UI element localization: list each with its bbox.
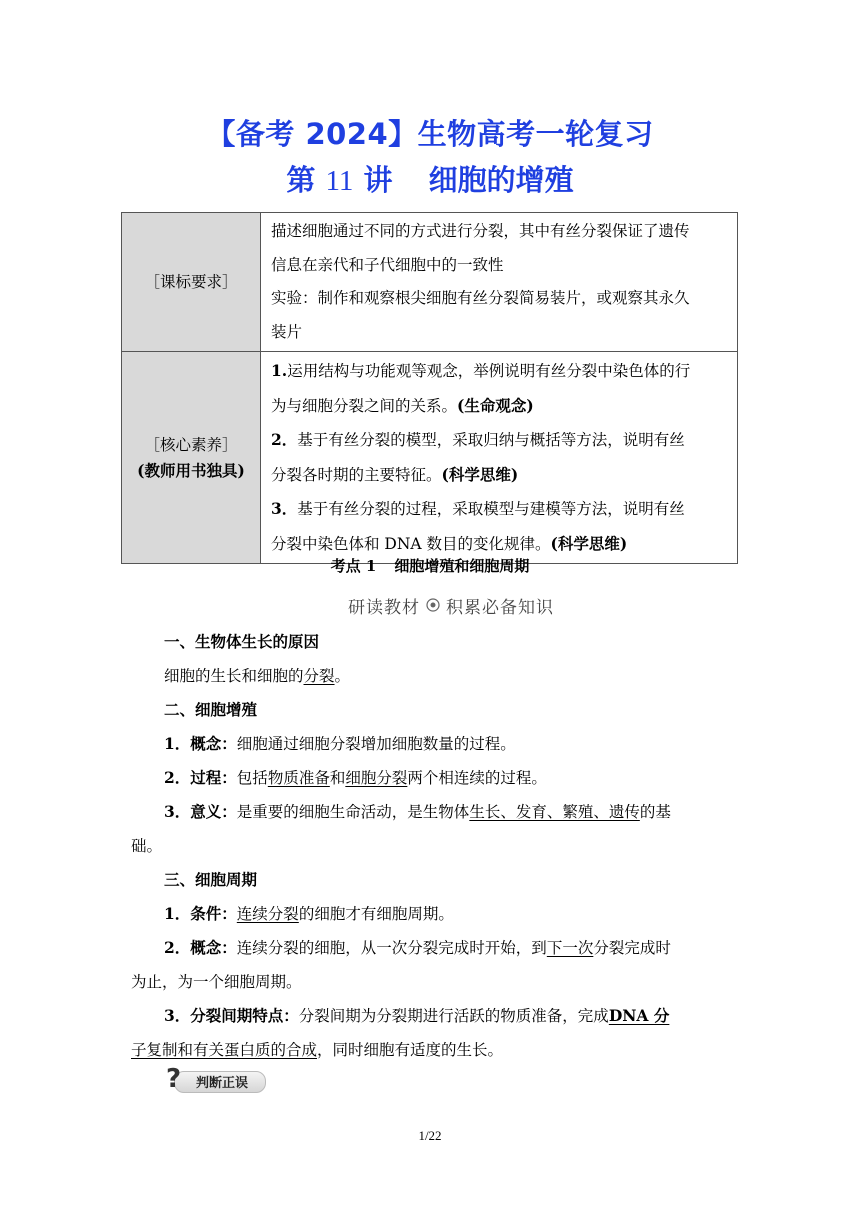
- list-item: 1．概念：细胞通过细胞分裂增加细胞数量的过程。: [164, 734, 516, 753]
- literacy-item-cont: 分裂中染色体和 DNA 数目的变化规律。(科学思维): [271, 533, 628, 553]
- paragraph: 细胞的生长和细胞的分裂。: [164, 667, 351, 685]
- exam-point-label: 考点 1: [330, 557, 377, 575]
- list-item: 1．条件：连续分裂的细胞才有细胞周期。: [164, 904, 454, 923]
- literacy-item: 1.运用结构与功能观等观念，举例说明有丝分裂中染色体的行: [271, 361, 691, 380]
- literacy-item: 3．基于有丝分裂的过程，采取模型与建模等方法，说明有丝: [271, 499, 685, 518]
- table-row-literacy: [122, 352, 738, 564]
- list-item: 2．过程：包括物质准备和细胞分裂两个相连续的过程。: [164, 768, 547, 787]
- doc-title: 【备考 2024】生物高考一轮复习: [206, 117, 654, 151]
- lecture-topic: 细胞的增殖: [428, 163, 574, 197]
- literacy-item-cont: 分裂各时期的主要特征。(科学思维): [271, 464, 519, 484]
- exam-point-heading: [0, 555, 860, 576]
- banner-right-text: 积累必备知识: [446, 597, 554, 618]
- lecture-title: [0, 158, 860, 199]
- judge-badge: [166, 1066, 266, 1094]
- literacy-content: [261, 352, 738, 564]
- table-row-curriculum: [122, 213, 738, 352]
- page-number: 1/22: [418, 1128, 442, 1143]
- lecture-prefix: 第: [286, 163, 316, 197]
- lecture-suffix: 讲: [363, 163, 393, 197]
- badge-label: 判断正误: [196, 1076, 249, 1091]
- list-item-cont: 子复制和有关蛋白质的合成，同时细胞有适度的生长。: [131, 1041, 504, 1059]
- curriculum-line: 实验：制作和观察根尖细胞有丝分裂简易装片，或观察其永久: [271, 289, 690, 307]
- literacy-item: 2．基于有丝分裂的模型，采取归纳与概括等方法，说明有丝: [271, 430, 685, 449]
- literacy-item-cont: 为与细胞分裂之间的关系。(生命观念): [271, 395, 534, 415]
- literacy-header-title: ［核心素养］: [144, 435, 238, 454]
- curriculum-header: ［课标要求］: [122, 213, 261, 352]
- list-item-cont: 为止，为一个细胞周期。: [131, 973, 302, 991]
- list-item-cont: 础。: [131, 837, 163, 855]
- curriculum-content: [261, 213, 738, 352]
- question-icon: ?: [166, 1064, 182, 1094]
- list-item: 3．意义：是重要的细胞生命活动，是生物体生长、发育、繁殖、遗传的基: [164, 802, 671, 821]
- section-heading: 三、细胞周期: [164, 870, 258, 889]
- curriculum-line: 装片: [271, 322, 303, 341]
- requirements-table: [121, 212, 738, 564]
- list-item: 3．分裂间期特点：分裂间期为分裂期进行活跃的物质准备，完成DNA 分: [164, 1006, 670, 1025]
- target-icon: [426, 598, 440, 612]
- banner-left-text: 研读教材: [348, 597, 420, 618]
- literacy-header: [122, 352, 261, 564]
- section-heading: 一、生物体生长的原因: [164, 632, 320, 651]
- curriculum-line: 信息在亲代和子代细胞中的一致性: [271, 255, 504, 274]
- exam-point-title: 细胞增殖和细胞周期: [394, 557, 530, 575]
- section-banner: [336, 592, 566, 618]
- section-heading: 二、细胞增殖: [164, 700, 258, 719]
- list-item: 2．概念：连续分裂的细胞，从一次分裂完成时开始，到下一次分裂完成时: [164, 938, 671, 957]
- literacy-header-note: (教师用书独具): [137, 460, 245, 480]
- curriculum-line: 描述细胞通过不同的方式进行分裂，其中有丝分裂保证了遗传: [271, 222, 690, 240]
- lecture-number: 11: [325, 165, 354, 197]
